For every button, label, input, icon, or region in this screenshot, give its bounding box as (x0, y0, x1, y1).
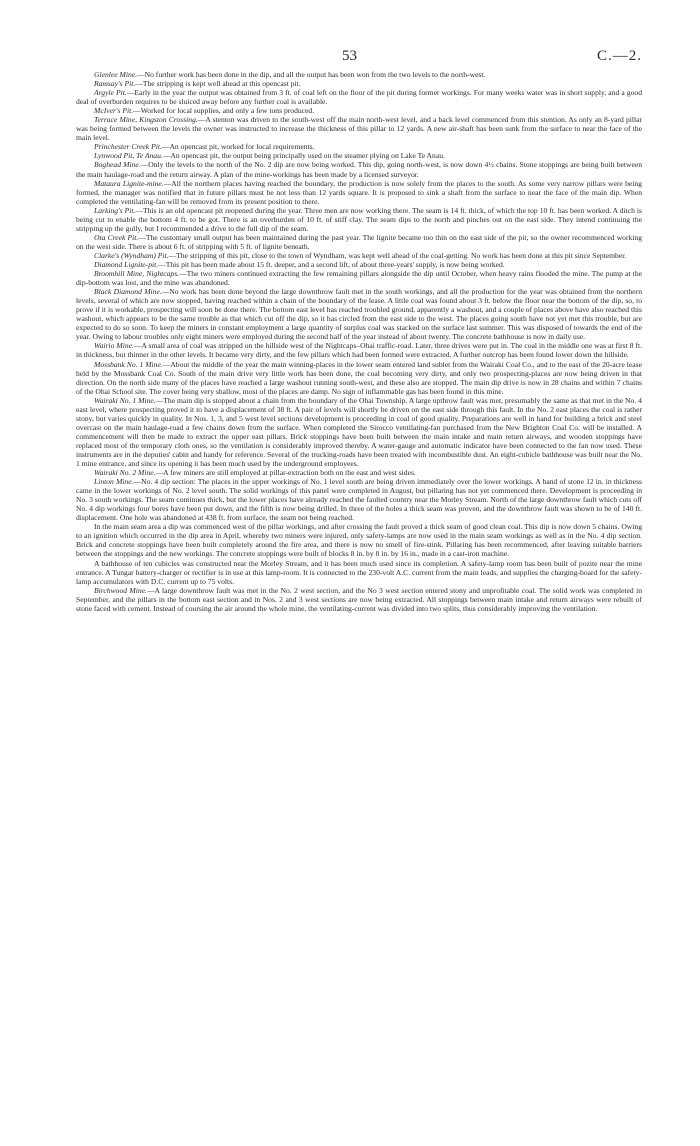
report-paragraph (76, 396, 642, 468)
paragraph-text: —This pit has been made about 15 ft. deeper, and a second lift, of about three-years' supply, is now being worked. (158, 259, 505, 269)
paragraph-text: —The stripping of this pit, close to the town of Wyndham, was kept well ahead of the coal-getting. No work has been done at this pit since September. (168, 250, 627, 260)
paragraph-text: —Worked for local supplies, and only a few tons produced. (133, 106, 315, 116)
report-paragraph (76, 88, 642, 106)
paragraph-title: Clarke's (Wyndham) Pit. (94, 250, 169, 260)
paragraph-title: Wairio Mine. (94, 341, 134, 351)
report-paragraph (76, 70, 642, 79)
report-paragraph (76, 160, 642, 178)
report-paragraph (76, 586, 642, 613)
report-paragraph (76, 233, 642, 251)
paragraph-text: A bathhouse of ten cubicles was constructed near the Morley Stream, and it has been much used since its completion. A safety-lamp room has been built of pozite near the mine entrance. A Tungar battery-charger or rectifier is in use at this lamp-room. It is connected to the 230-volt A.C. current from the main leads, and supplies the charging-board for the safety-lamp accumulators with D.C. current up to 75 volts. (76, 558, 642, 586)
paragraph-text: —About the middle of the year the main winning-places in the lower seam entered land sublet from the Wairaki Coal Co., and to the east of the 20-acre lease held by the Mossbank Coal Co. South of the main drive very little work has been done, the coal becoming very dirty, and only two prospecting-places are now being driven in that direction. On the north side many of the places have reached a large washout running south-west, and these also are stopped. The main dip drive is now in 28 chains and within 7 chains of the Ohai School site. The cover being very shallow, most of the places are damp. No sign of inflammable gas has been found in this mine. (76, 359, 642, 396)
paragraph-text: In the main seam area a dip was commenced west of the pillar workings, and after crossing the fault proved a thick seam of good clean coal. This dip is now down 5 chains. Owing to an ignition which occurred in the dip area in April, whereby two miners were injured, only safety-lamps are now used in the main seam workings as well as in the No. 4 dip section. Brick and concrete stoppings have been built completely around the fire area, and there is now no smell of fire-stink. Pillaring has been recommenced, after leaving suitable barriers between the stoppings and the new workings. The concrete stoppings were built of blocks 8 in. by 8 in. by 16 in., made in a cast-iron machine. (76, 522, 642, 559)
paragraph-title: Ramsay's Pit. (94, 79, 136, 89)
report-paragraph (76, 287, 642, 341)
report-paragraph (76, 115, 642, 142)
report-paragraph (76, 179, 642, 206)
page-header (76, 40, 642, 70)
paragraph-text: —The customary small output has been maintained during the past year. The lignite became too thin on the east side of the pit, so the owner recommenced working on the west side. There is about 6 ft. of stripping with 5 ft. of lignite beneath. (76, 232, 643, 251)
report-paragraph (76, 79, 642, 88)
report-paragraph (76, 206, 642, 233)
paragraph-title: Birchwood Mine. (94, 585, 147, 595)
paragraph-text: —A large downthrow fault was met in the No. 2 west section, and the No 3 west section entered stony and unprofitable coal. The solid work was completed in September, and the pillars in the bottom east section and in Nos. 2 and 3 west sections are now being extracted. All stoppings between main intake and return airways were rebuilt of stone faced with cement. Instead of coursing the air around the whole mine, the ventilating-current was divided into two splits, thus considerably improving the ventilation. (76, 585, 642, 613)
paragraph-text: —A stenton was driven to the south-west off the main north-west level, and a back level commenced from this stention. As only an 8-yard pillar was being formed between the levels the owner was instructed to increase the thickness of this pillar to 12 yards. A new air-shaft has been sunk from the surface to near the face of the main level. (76, 115, 642, 143)
report-paragraph (76, 251, 642, 260)
paragraph-title: Wairaki No. 2 Mine. (94, 468, 156, 478)
paragraph-title: Glenlee Mine. (94, 70, 138, 79)
paragraph-text: —Early in the year the output was obtained from 3 ft. of coal left on the floor of the pit during former workings. For many weeks water was in short supply, and a good deal of overburden requires to be sluiced away before any further coal is available. (76, 88, 642, 107)
report-paragraph (76, 341, 642, 359)
paragraph-title: McIver's Pit. (94, 106, 134, 116)
paragraph-title: Boghead Mine. (94, 160, 141, 170)
paragraph-text: —A small area of coal was stripped on the hillside west of the Nightcaps–Ohai traffic-road. Later, three drives were put in. The coal in the middle one was at first 8 ft. in thickness, but thinner in the other levels. It became very dirty, and the few pillars which had been formed were extracted. A further outcrop has been found lower down the hillside. (76, 341, 642, 360)
paragraph-title: Larking's Pit. (94, 205, 136, 215)
paragraph-title: Ota Creek Pit. (94, 232, 139, 242)
paragraph-text: —No work has been done beyond the large downthrow fault met in the south workings, and all the production for the year was obtained from the northern levels, several of which are now stopped, having reached within a chain of the boundary of the lease. A little coal was found about 3 ft. below the floor near the bottom of the dip, so, to prove if it is workable, prospecting will soon be done there. The bottom east level has reached troubled ground, apparently a washout, and a couple of places above have also reached this washout, which appears to be the same trouble as that which cut off the dip, so it has circled from the east side to the west. The places going south have not yet met this trouble, but are expected to do so soon. To keep the miners in constant employment a large quantity of surplus coal was stacked on the surface last summer. This was disposed of towards the end of the year. Owing to labour troubles only eight miners were employed during the second half of the year instead of about twenty. The concrete bathhouse is now in daily use. (76, 287, 642, 342)
page-number: 53 (342, 48, 357, 64)
report-paragraph (76, 269, 642, 287)
paragraph-text: —The two miners continued extracting the few remaining pillars alongside the dip until October, when heavy rains flooded the mine. The pump at the dip-bottom was lost, and the mine was abandoned. (76, 269, 642, 288)
paragraph-text: —No further work has been done in the dip, and all the output has been won from the two levels to the north-west. (137, 70, 486, 79)
report-body (76, 70, 642, 613)
report-paragraph (76, 360, 642, 396)
report-paragraph (76, 151, 642, 160)
report-paragraph (76, 468, 642, 477)
report-paragraph (76, 477, 642, 522)
report-paragraph (76, 522, 642, 558)
document-reference: C.—2. (596, 48, 642, 64)
paragraph-title: Broomhill Mine, Nightcaps. (94, 269, 180, 279)
paragraph-text: —An opencast pit, the output being principally used on the steamer plying on Lake Te Anau. (162, 151, 445, 161)
paragraph-title: Diamond Lignite-pit. (94, 259, 159, 269)
paragraph-title: Argyle Pit. (94, 88, 127, 98)
paragraph-text: —The stripping is kept well ahead at this opencast pit. (135, 79, 301, 89)
report-paragraph (76, 260, 642, 269)
paragraph-title: Mataura Lignite-mine. (94, 178, 164, 188)
paragraph-text: —No. 4 dip section: The places in the upper workings of No. 1 level south are being driven immediately over the lower workings. A band of stone 12 in. in thickness came in the lower workings of No. 2 level south. The solid workings of this panel were completed in August, but pillaring has not yet commenced there. Development is proceeding in No. 3 south workings. The seam continues thick, but the lower places have already reached the faulted country near the Morley Stream. North of the large downthrow fault which cuts off No. 4 dip workings four bores have been put down, and the fifth is now being drilled. In three of the holes a thick seam was proven, and the downthrow fault was shown to be of 140 ft. displacement. One hole was abandoned at 438 ft. from surface, the seam not being reached. (76, 477, 643, 523)
paragraph-text: —The main dip is stopped about a chain from the boundary of the Ohai Township. A large upthrow fault was met, presumably the same as that met in the No. 4 east level, where prospecting proved it to have a displacement of 38 ft. A pair of levels will shortly be driven on the east side through this fault. In the No. 2 east places the coal is rather stony, but varies quickly in quality. In Nos. 1, 3, and 5 west level sections development is proceeding in coal of good quality. Preparations are well in hand for building a brick and steel overcast on the main haulage-road a few chains down from the surface. When completed the Sirocco ventilating-fan purchased from the New Brighton Coal Co. will be installed. A commencement will then be made to extract the upper east pillars. Brick stoppings have been built between the main intake and main return airways, and wooden stoppings have replaced most of the temporary cloth ones, so the ventilation is considerably improved thereby. A water-gauge and automatic indicator have been connected to the fan now used. These instruments are in the deputies' cabin and handy for reference. Several of the trucking-roads have been treated with incombustible dust. An eight-cubicle bathhouse was built near the No. 1 mine entrance, and since its opening it has been much used by the underground employees. (76, 395, 642, 469)
paragraph-title: Linton Mine. (94, 477, 134, 487)
paragraph-text: —This is an old opencast pit reopened during the year. Three men are now working there. The seam is 14 ft. thick, of which the top 10 ft. has been worked. A ditch is being cut to enable the bottom 4 ft. to be got. There is an overburden of 10 ft. of stiff clay. The seam dips to the north and pinches out on the east side. They intend continuing the stripping up the gully, but I recommended a drive to the full dip of the seam. (76, 205, 642, 233)
report-paragraph (76, 106, 642, 115)
paragraph-title: Terrace Mine, Kingston Crossing. (94, 115, 198, 125)
report-paragraph (76, 142, 642, 151)
paragraph-title: Black Diamond Mine. (94, 287, 162, 297)
paragraph-title: Lynwood Pit, Te Anau. (94, 151, 163, 161)
report-paragraph (76, 559, 642, 586)
paragraph-text: —Only the levels to the north of the No. 2 dip are now being worked. This dip, going north-west, is now down 4½ chains. Stone stoppings are being built between the main haulage-road and the return airway. A plan of the mine-workings has been made by a licensed surveyor. (76, 160, 642, 179)
paragraph-title: Wairaki No. 1 Mine. (94, 395, 156, 405)
paragraph-title: Princhester Creek Pit. (94, 142, 162, 152)
paragraph-text: —An opencast pit, worked for local requirements. (161, 142, 315, 152)
paragraph-title: Mossbank No. 1 Mine. (94, 359, 163, 369)
paragraph-text: —All the northern places having reached the boundary, the production is now solely from the places to the south. As some very narrow pillars were being formed, the manager was notified that in future pillars must be not less than 12 yards square. It is proposed to sink a shaft from the surface to near the face of the main dip. When completed the ventilating-fan will be removed from its present position to there. (76, 178, 642, 206)
paragraph-text: —A few miners are still employed at pillar-extraction both on the east and west sides. (155, 468, 416, 478)
